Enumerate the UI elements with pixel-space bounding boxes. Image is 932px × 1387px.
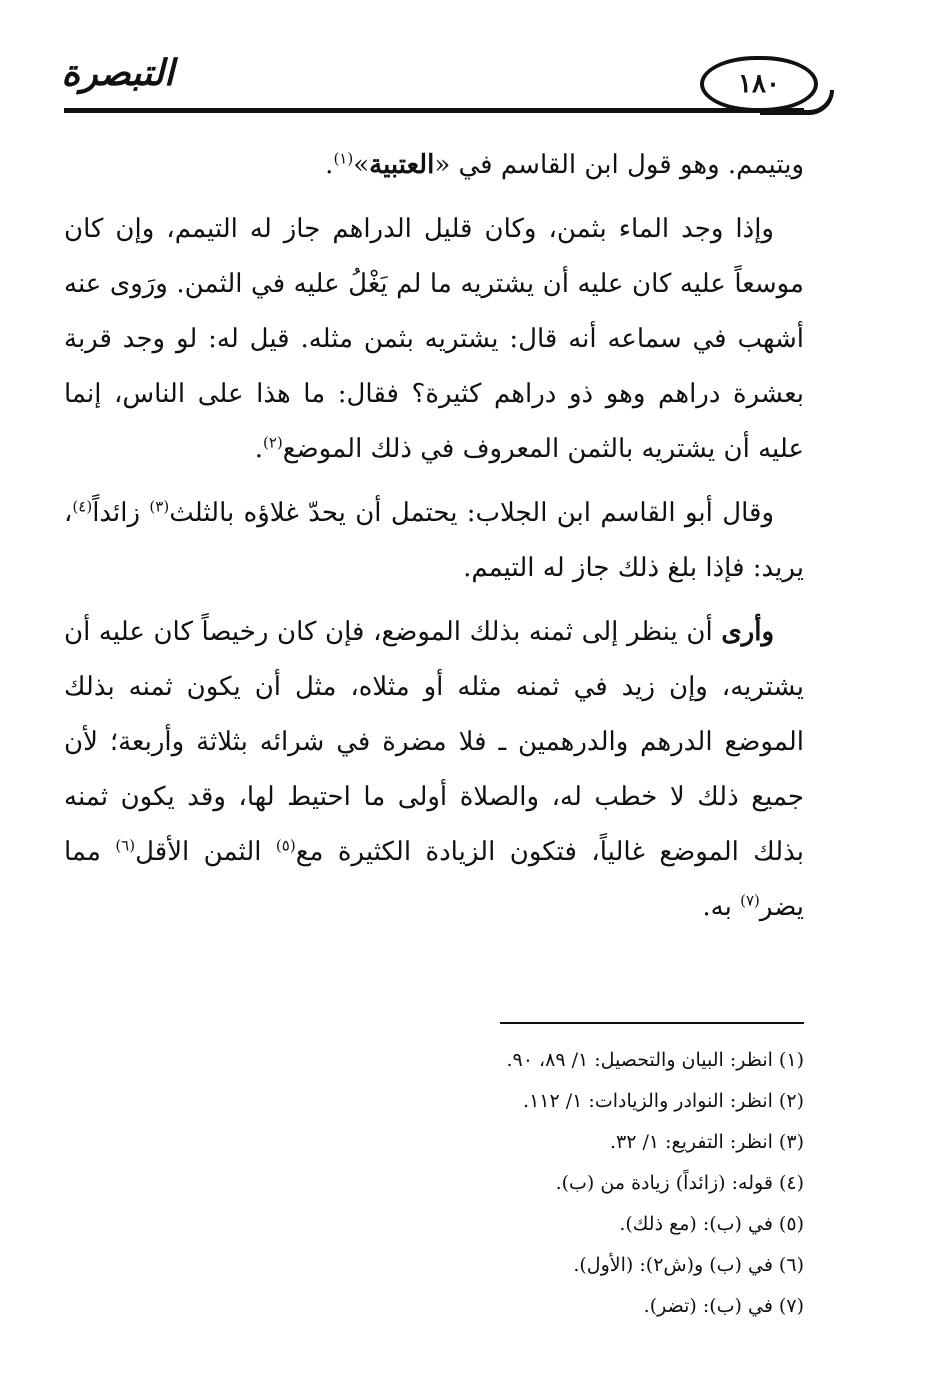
paragraph-4 [64, 605, 804, 935]
footnote-6: (٦) في (ب) و(ش٢): (الأول). [573, 1254, 804, 1276]
opinion-keyword-bold: وأرى [721, 617, 774, 647]
paragraph-2 [64, 202, 804, 477]
footnote-separator [500, 1022, 804, 1024]
book-title: التبصرة [61, 52, 174, 94]
footnotes [64, 1040, 804, 1327]
header-rule [64, 108, 804, 113]
text-run: ويتيمم. وهو قول ابن القاسم في « [434, 150, 804, 180]
text-run: . [325, 150, 334, 180]
footnote-ref[interactable]: (٥) [275, 836, 296, 855]
page-header [0, 0, 932, 130]
text-run: به. [702, 892, 741, 922]
footnote-3: (٣) انظر: التفريع: ١/ ٣٢. [609, 1131, 804, 1153]
book-name-bold: العتبية [369, 150, 435, 180]
footnote-4: (٤) قوله: (زائداً) زيادة من (ب). [555, 1172, 804, 1194]
paragraph-1 [64, 138, 804, 193]
footnote-ref[interactable]: (١) [333, 149, 354, 168]
text-run: . [254, 434, 263, 464]
text-run: مما يضر [64, 837, 804, 922]
footnote-1: (١) انظر: البيان والتحصيل: ١/ ٨٩، ٩٠. [506, 1049, 804, 1071]
footnote-ref[interactable]: (٣) [149, 497, 170, 516]
footnote-7: (٧) في (ب): (تضر). [643, 1295, 804, 1317]
footnote-ref[interactable]: (٢) [262, 433, 283, 452]
text-run: وإذا وجد الماء بثمن، وكان قليل الدراهم جاز له التيمم، وإن كان موسعاً عليه كان عليه أن يشتريه ما لم يَغْلُ عليه في الثمن. ورَوى عنه أشهب في سماعه أنه قال: يشتريه بثمن مثله. قيل له: لو وجد قربة بعشرة دراهم وهو ذو دراهم كثيرة؟ فقال: ما هذا على الناس، إنما عليه أن يشتريه بالثمن المعروف في ذلك الموضع [64, 214, 804, 464]
text-run: الثمن الأقل [135, 837, 276, 867]
footnote-ref[interactable]: (٧) [740, 891, 760, 910]
footnote-ref[interactable]: (٦) [115, 836, 136, 855]
page-number: ١٨٠ [700, 56, 818, 112]
text-run: ، يريد: فإذا بلغ ذلك جاز له التيمم. [64, 498, 804, 583]
text-run: زائداً [92, 498, 150, 528]
main-text [64, 138, 804, 944]
footnote-ref[interactable]: (٤) [72, 497, 93, 516]
text-run: وقال أبو القاسم ابن الجلاب: يحتمل أن يحدّ غلاؤه بالثلث [169, 498, 774, 528]
text-run: أن ينظر إلى ثمنه بذلك الموضع، فإن كان رخيصاً كان عليه أن يشتريه، وإن زيد في ثمنه مثله أو مثلاه، مثل أن يكون ثمنه بذلك الموضع الدرهم والدرهمين ـ فلا مضرة في شرائه بثلاثة وأربعة؛ لأن جميع ذلك لا خطب له، والصلاة أولى ما احتيط لها، وقد يكون ثمنه بذلك الموضع غالياً، فتكون الزيادة الكثيرة مع [64, 617, 804, 867]
footnote-5: (٥) في (ب): (مع ذلك). [619, 1213, 804, 1235]
text-run: » [353, 150, 370, 180]
footnote-2: (٢) انظر: النوادر والزيادات: ١/ ١١٢. [523, 1090, 804, 1112]
paragraph-3 [64, 486, 804, 596]
